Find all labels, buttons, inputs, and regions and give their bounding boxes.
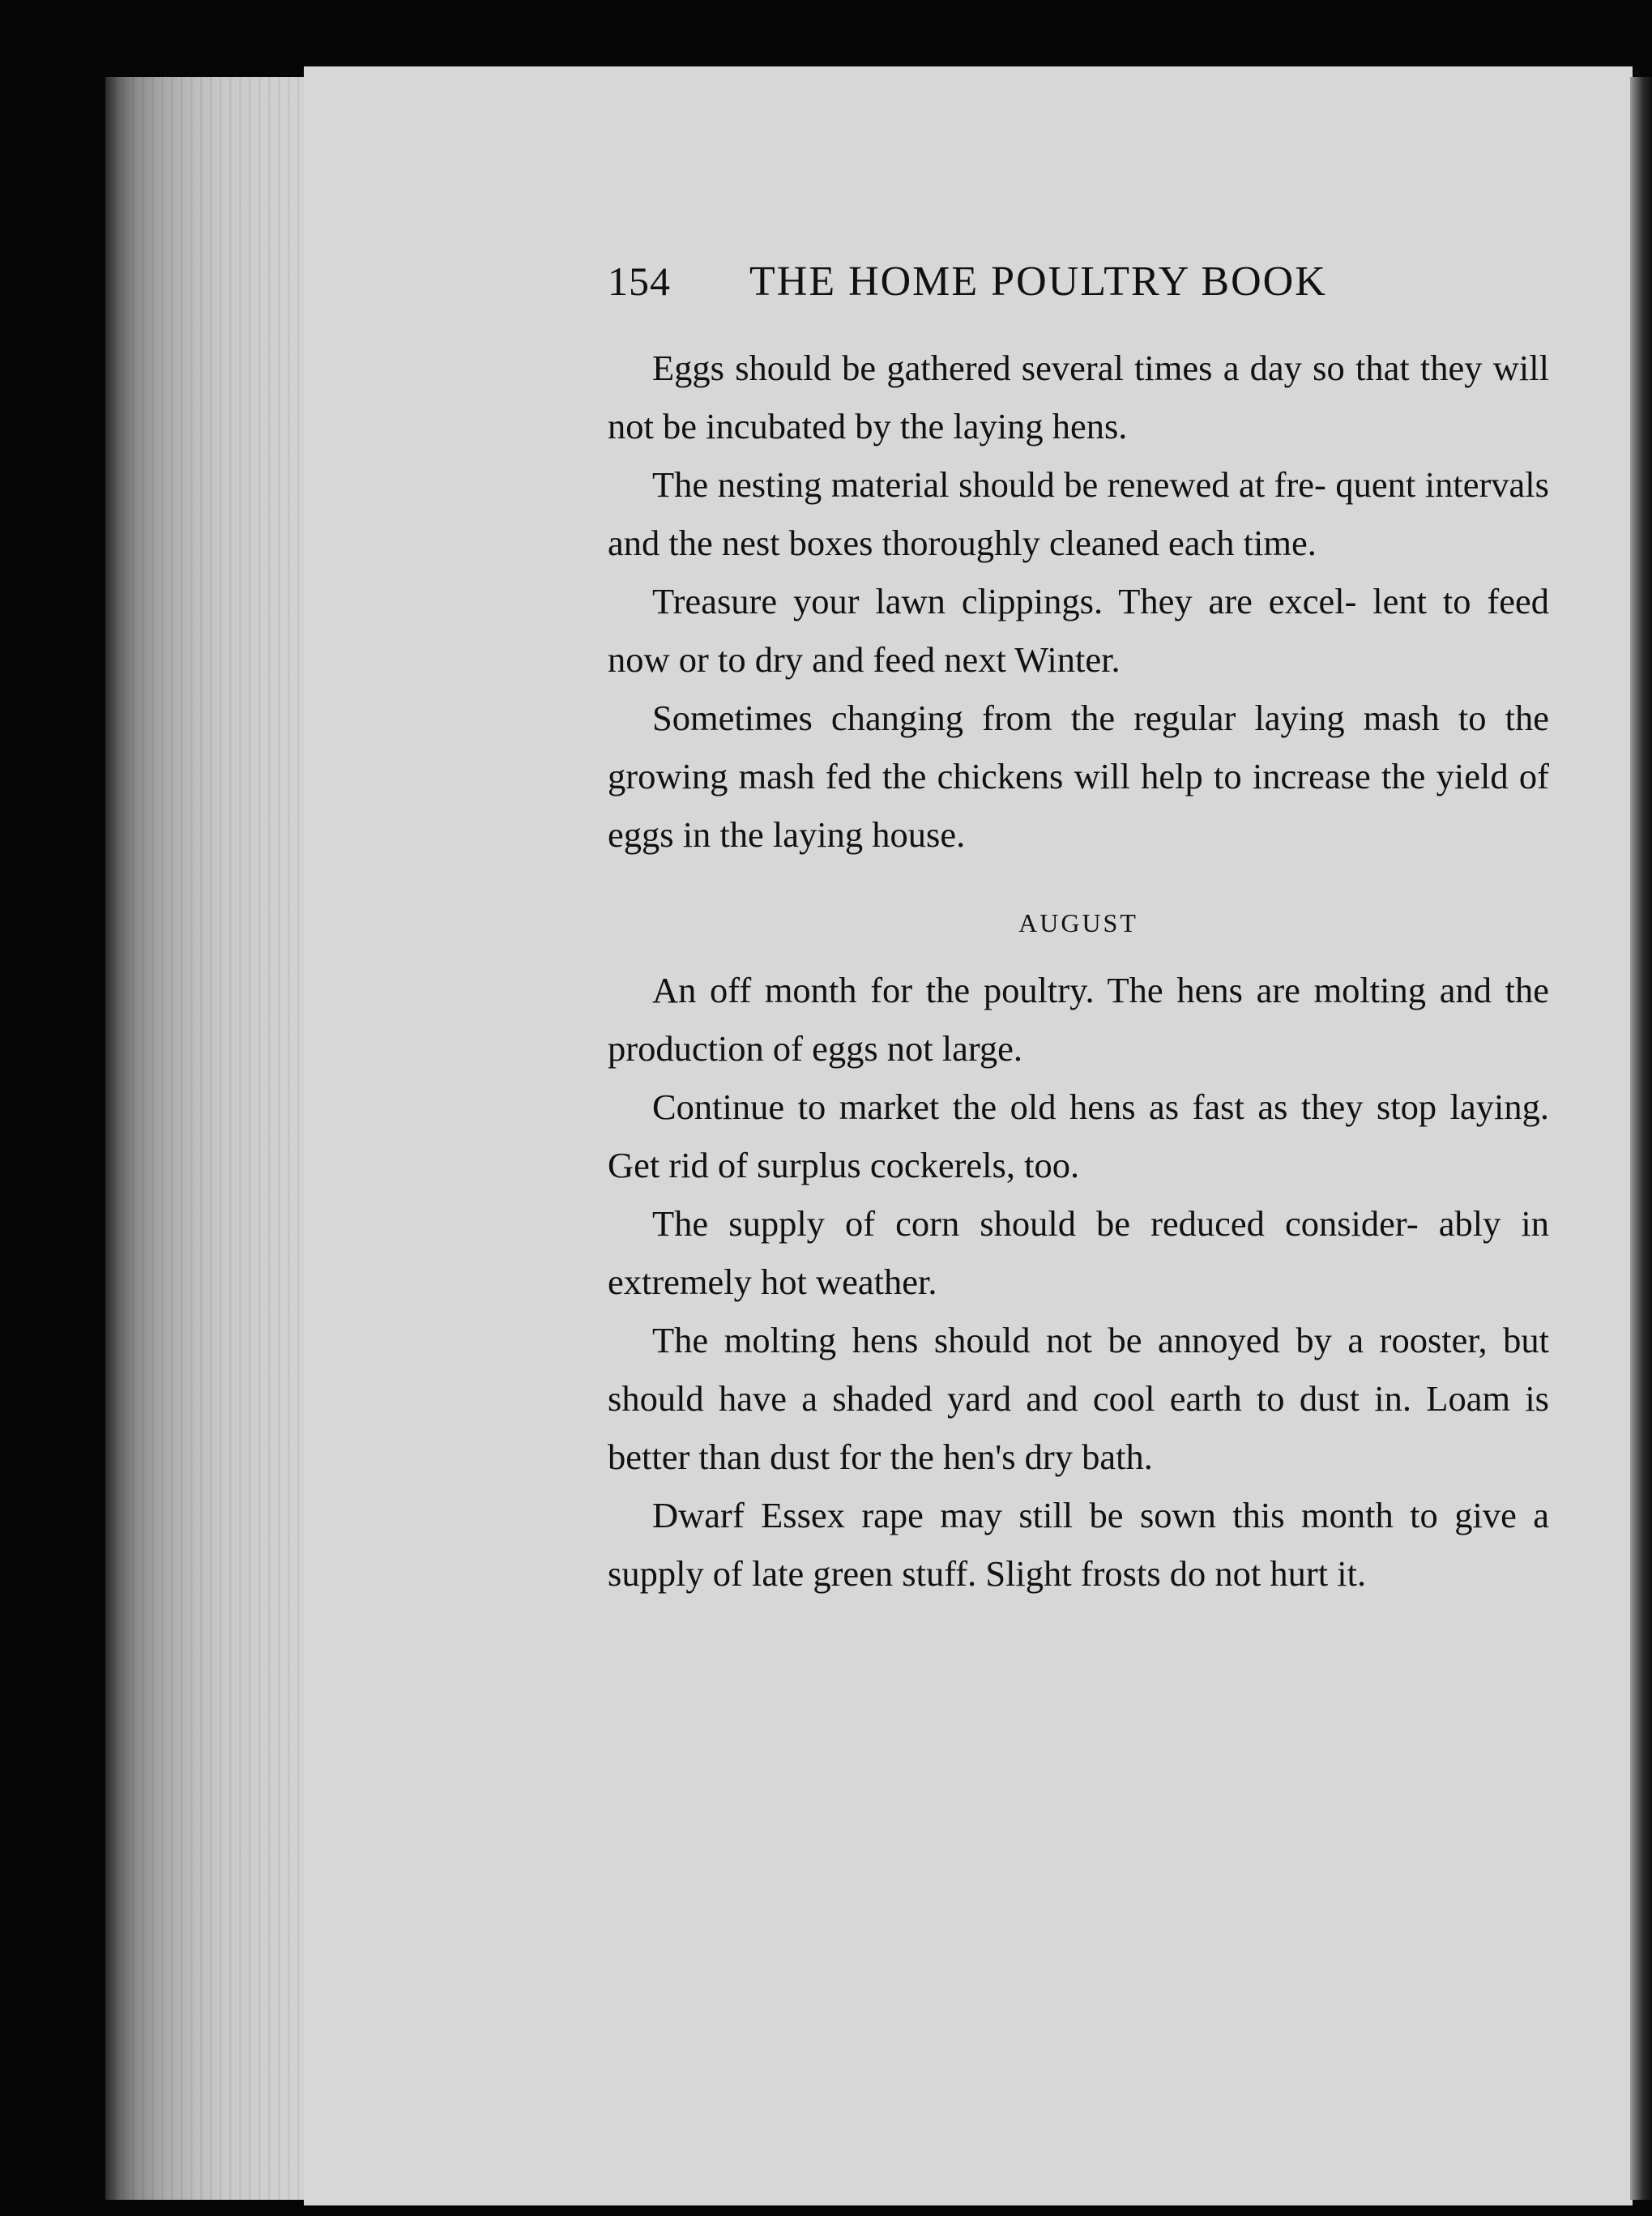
page-text bbox=[608, 258, 1549, 1603]
running-head bbox=[608, 258, 1549, 322]
running-title: THE HOME POULTRY BOOK bbox=[749, 258, 1327, 305]
paragraph-lawn-clippings: Treasure your lawn clippings. They are excel- lent to feed now or to dry and feed next Winter. bbox=[608, 581, 1549, 680]
paragraph-gather-eggs: Eggs should be gathered several times a day so that they will not be incubated by the laying hens. bbox=[608, 348, 1549, 446]
paragraph-molting-hens: The molting hens should not be annoyed by a rooster, but should have a shaded yard and cool earth to dust in. Loam is better than dust for the hen's dry bath. bbox=[608, 1320, 1549, 1477]
paragraph-corn-supply: The supply of corn should be reduced consider- ably in extremely hot weather. bbox=[608, 1203, 1549, 1302]
page-number: 154 bbox=[608, 258, 671, 304]
paragraph-essex-rape: Dwarf Essex rape may still be sown this month to give a supply of late green stuff. Slight frosts do not hurt it. bbox=[608, 1495, 1549, 1594]
page-edges bbox=[105, 77, 308, 2200]
paragraph-laying-mash: Sometimes changing from the regular laying mash to the growing mash fed the chickens will help to increase the yield of eggs in the laying house. bbox=[608, 698, 1549, 855]
page-right-edge bbox=[1630, 77, 1652, 2200]
section-heading-august: AUGUST bbox=[1018, 908, 1138, 937]
paragraph-market-hens: Continue to market the old hens as fast as they stop laying. Get rid of surplus cockerels, too. bbox=[608, 1087, 1549, 1185]
paragraph-nesting-material: The nesting material should be renewed at fre- quent intervals and the nest boxes thoroughly cleaned each time. bbox=[608, 464, 1549, 563]
paragraph-off-month: An off month for the poultry. The hens are molting and the production of eggs not large. bbox=[608, 970, 1549, 1069]
